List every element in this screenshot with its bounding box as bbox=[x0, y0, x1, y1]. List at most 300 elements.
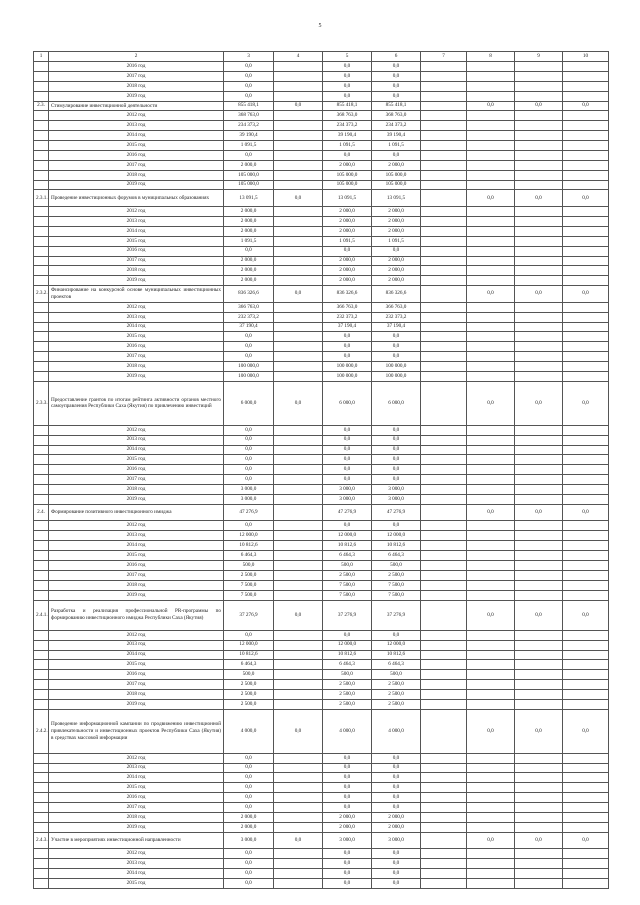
regional-cell: 0,0 bbox=[323, 150, 372, 160]
code-cell bbox=[34, 352, 49, 362]
regional-cell: 6 464,3 bbox=[323, 551, 372, 561]
col9-cell bbox=[515, 111, 563, 121]
federal-cell bbox=[274, 425, 323, 435]
code-cell bbox=[34, 150, 49, 160]
col9-cell bbox=[515, 246, 563, 256]
year-row bbox=[34, 849, 609, 859]
regional-cell: 368 763,0 bbox=[323, 111, 372, 121]
total-cell: 0,0 bbox=[224, 435, 274, 445]
extrabudget-cell bbox=[467, 753, 515, 763]
year-cell: 2018 год bbox=[49, 170, 224, 180]
regional-ministry-cell: 0,0 bbox=[372, 425, 421, 435]
budget-table bbox=[33, 51, 609, 889]
code-cell bbox=[34, 783, 49, 793]
regional-ministry-cell: 2 000,0 bbox=[372, 276, 421, 286]
header-cell-1: 1 bbox=[34, 52, 49, 62]
total-cell: 0,0 bbox=[224, 849, 274, 859]
federal-cell bbox=[274, 276, 323, 286]
year-row bbox=[34, 91, 609, 101]
item-extrabudget: 0,0 bbox=[467, 101, 515, 111]
year-cell: 2018 год bbox=[49, 580, 224, 590]
item-regional-ministry: 6 000,0 bbox=[372, 381, 421, 425]
local-cell bbox=[421, 690, 467, 700]
item-federal: 0,0 bbox=[274, 709, 323, 753]
col10-cell bbox=[563, 362, 609, 372]
year-row bbox=[34, 869, 609, 879]
year-row bbox=[34, 640, 609, 650]
total-cell: 7 500,0 bbox=[224, 580, 274, 590]
extrabudget-cell bbox=[467, 71, 515, 81]
item-row bbox=[34, 381, 609, 425]
year-row bbox=[34, 150, 609, 160]
col9-cell bbox=[515, 160, 563, 170]
regional-cell: 232 373,2 bbox=[323, 312, 372, 322]
regional-ministry-cell: 2 000,0 bbox=[372, 160, 421, 170]
year-cell: 2019 год bbox=[49, 699, 224, 709]
year-cell: 2015 год bbox=[49, 236, 224, 246]
regional-ministry-cell: 0,0 bbox=[372, 763, 421, 773]
col9-cell bbox=[515, 445, 563, 455]
federal-cell bbox=[274, 71, 323, 81]
col9-cell bbox=[515, 699, 563, 709]
local-cell bbox=[421, 753, 467, 763]
year-cell: 2019 год bbox=[49, 91, 224, 101]
code-cell bbox=[34, 531, 49, 541]
local-cell bbox=[421, 425, 467, 435]
item-total: 37 276,9 bbox=[224, 600, 274, 630]
item-federal: 0,0 bbox=[274, 600, 323, 630]
local-cell bbox=[421, 445, 467, 455]
year-row bbox=[34, 81, 609, 91]
col10-cell bbox=[563, 312, 609, 322]
col9-cell bbox=[515, 322, 563, 332]
extrabudget-cell bbox=[467, 150, 515, 160]
regional-cell: 105 000,0 bbox=[323, 170, 372, 180]
local-cell bbox=[421, 131, 467, 141]
code-cell bbox=[34, 62, 49, 72]
local-cell bbox=[421, 465, 467, 475]
item-col9: 0,0 bbox=[515, 190, 563, 207]
code-cell bbox=[34, 246, 49, 256]
code-cell bbox=[34, 699, 49, 709]
local-cell bbox=[421, 332, 467, 342]
year-row bbox=[34, 485, 609, 495]
total-cell: 100 000,0 bbox=[224, 362, 274, 372]
regional-cell: 234 373,2 bbox=[323, 121, 372, 131]
year-cell: 2016 год bbox=[49, 561, 224, 571]
year-row bbox=[34, 531, 609, 541]
local-cell bbox=[421, 170, 467, 180]
extrabudget-cell bbox=[467, 62, 515, 72]
col9-cell bbox=[515, 531, 563, 541]
code-cell bbox=[34, 266, 49, 276]
regional-cell: 12 000,0 bbox=[323, 640, 372, 650]
year-cell: 2017 год bbox=[49, 71, 224, 81]
extrabudget-cell bbox=[467, 822, 515, 832]
regional-ministry-cell: 366 763,0 bbox=[372, 302, 421, 312]
col9-cell bbox=[515, 302, 563, 312]
header-cell-9: 9 bbox=[515, 52, 563, 62]
col10-cell bbox=[563, 680, 609, 690]
col9-cell bbox=[515, 879, 563, 889]
year-row bbox=[34, 170, 609, 180]
year-cell: 2014 год bbox=[49, 773, 224, 783]
item-extrabudget: 0,0 bbox=[467, 600, 515, 630]
year-row bbox=[34, 630, 609, 640]
year-row bbox=[34, 62, 609, 72]
year-cell: 2017 год bbox=[49, 352, 224, 362]
year-cell: 2013 год bbox=[49, 640, 224, 650]
code-cell bbox=[34, 342, 49, 352]
regional-ministry-cell: 0,0 bbox=[372, 342, 421, 352]
year-row bbox=[34, 160, 609, 170]
code-cell bbox=[34, 640, 49, 650]
code-cell bbox=[34, 445, 49, 455]
col10-cell bbox=[563, 352, 609, 362]
col9-cell bbox=[515, 141, 563, 151]
col9-cell bbox=[515, 773, 563, 783]
regional-ministry-cell: 500,0 bbox=[372, 561, 421, 571]
total-cell: 37 190,4 bbox=[224, 322, 274, 332]
code-cell bbox=[34, 690, 49, 700]
item-row bbox=[34, 709, 609, 753]
total-cell: 12 000,0 bbox=[224, 531, 274, 541]
regional-ministry-cell: 3 000,0 bbox=[372, 485, 421, 495]
federal-cell bbox=[274, 650, 323, 660]
regional-cell: 2 000,0 bbox=[323, 207, 372, 217]
code-cell bbox=[34, 753, 49, 763]
col10-cell bbox=[563, 131, 609, 141]
col10-cell bbox=[563, 71, 609, 81]
regional-ministry-cell: 12 000,0 bbox=[372, 640, 421, 650]
extrabudget-cell bbox=[467, 531, 515, 541]
extrabudget-cell bbox=[467, 435, 515, 445]
total-cell: 6 464,3 bbox=[224, 660, 274, 670]
extrabudget-cell bbox=[467, 793, 515, 803]
col10-cell bbox=[563, 660, 609, 670]
item-local bbox=[421, 101, 467, 111]
local-cell bbox=[421, 246, 467, 256]
col9-cell bbox=[515, 352, 563, 362]
extrabudget-cell bbox=[467, 590, 515, 600]
federal-cell bbox=[274, 256, 323, 266]
local-cell bbox=[421, 121, 467, 131]
code-cell bbox=[34, 551, 49, 561]
regional-cell: 2 000,0 bbox=[323, 226, 372, 236]
federal-cell bbox=[274, 62, 323, 72]
local-cell bbox=[421, 551, 467, 561]
federal-cell bbox=[274, 813, 323, 823]
total-cell: 0,0 bbox=[224, 352, 274, 362]
col10-cell bbox=[563, 226, 609, 236]
total-cell: 2 000,0 bbox=[224, 813, 274, 823]
year-cell: 2017 год bbox=[49, 803, 224, 813]
regional-ministry-cell: 0,0 bbox=[372, 773, 421, 783]
local-cell bbox=[421, 256, 467, 266]
year-cell: 2017 год bbox=[49, 475, 224, 485]
local-cell bbox=[421, 494, 467, 504]
local-cell bbox=[421, 590, 467, 600]
col9-cell bbox=[515, 753, 563, 763]
total-cell: 7 500,0 bbox=[224, 590, 274, 600]
year-cell: 2018 год bbox=[49, 266, 224, 276]
regional-ministry-cell: 2 500,0 bbox=[372, 690, 421, 700]
year-cell: 2016 год bbox=[49, 793, 224, 803]
regional-cell: 0,0 bbox=[323, 753, 372, 763]
regional-ministry-cell: 0,0 bbox=[372, 150, 421, 160]
regional-ministry-cell: 105 000,0 bbox=[372, 170, 421, 180]
extrabudget-cell bbox=[467, 465, 515, 475]
local-cell bbox=[421, 372, 467, 382]
regional-ministry-cell: 2 000,0 bbox=[372, 216, 421, 226]
year-cell: 2013 год bbox=[49, 216, 224, 226]
extrabudget-cell bbox=[467, 332, 515, 342]
col10-cell bbox=[563, 322, 609, 332]
federal-cell bbox=[274, 312, 323, 322]
year-cell: 2019 год bbox=[49, 822, 224, 832]
extrabudget-cell bbox=[467, 813, 515, 823]
item-row bbox=[34, 286, 609, 303]
year-row bbox=[34, 207, 609, 217]
extrabudget-cell bbox=[467, 180, 515, 190]
extrabudget-cell bbox=[467, 276, 515, 286]
col10-cell bbox=[563, 216, 609, 226]
federal-cell bbox=[274, 216, 323, 226]
item-col10: 0,0 bbox=[563, 709, 609, 753]
extrabudget-cell bbox=[467, 236, 515, 246]
col10-cell bbox=[563, 266, 609, 276]
local-cell bbox=[421, 580, 467, 590]
item-local bbox=[421, 709, 467, 753]
col10-cell bbox=[563, 803, 609, 813]
year-row bbox=[34, 879, 609, 889]
year-row bbox=[34, 180, 609, 190]
federal-cell bbox=[274, 580, 323, 590]
local-cell bbox=[421, 822, 467, 832]
regional-cell: 0,0 bbox=[323, 246, 372, 256]
item-regional: 13 091,5 bbox=[323, 190, 372, 207]
federal-cell bbox=[274, 180, 323, 190]
total-cell: 6 464,3 bbox=[224, 551, 274, 561]
local-cell bbox=[421, 541, 467, 551]
total-cell: 2 000,0 bbox=[224, 266, 274, 276]
col9-cell bbox=[515, 131, 563, 141]
header-cell-8: 8 bbox=[467, 52, 515, 62]
year-cell: 2016 год bbox=[49, 342, 224, 352]
year-row bbox=[34, 670, 609, 680]
federal-cell bbox=[274, 849, 323, 859]
col10-cell bbox=[563, 640, 609, 650]
federal-cell bbox=[274, 236, 323, 246]
item-total: 3 000,0 bbox=[224, 832, 274, 849]
extrabudget-cell bbox=[467, 640, 515, 650]
local-cell bbox=[421, 640, 467, 650]
total-cell: 0,0 bbox=[224, 332, 274, 342]
regional-ministry-cell: 0,0 bbox=[372, 475, 421, 485]
regional-ministry-cell: 100 000,0 bbox=[372, 372, 421, 382]
extrabudget-cell bbox=[467, 580, 515, 590]
year-cell: 2012 год bbox=[49, 753, 224, 763]
col10-cell bbox=[563, 160, 609, 170]
item-federal: 0,0 bbox=[274, 190, 323, 207]
year-row bbox=[34, 783, 609, 793]
regional-ministry-cell: 6 464,3 bbox=[372, 551, 421, 561]
col9-cell bbox=[515, 91, 563, 101]
regional-cell: 39 190,4 bbox=[323, 131, 372, 141]
col10-cell bbox=[563, 302, 609, 312]
local-cell bbox=[421, 859, 467, 869]
item-total: 4 000,0 bbox=[224, 709, 274, 753]
year-cell: 2018 год bbox=[49, 690, 224, 700]
regional-ministry-cell: 0,0 bbox=[372, 352, 421, 362]
federal-cell bbox=[274, 561, 323, 571]
item-regional-ministry: 37 276,9 bbox=[372, 600, 421, 630]
regional-ministry-cell: 234 373,2 bbox=[372, 121, 421, 131]
year-cell: 2013 год bbox=[49, 531, 224, 541]
year-cell: 2019 год bbox=[49, 372, 224, 382]
year-row bbox=[34, 590, 609, 600]
federal-cell bbox=[274, 531, 323, 541]
code-cell bbox=[34, 455, 49, 465]
federal-cell bbox=[274, 302, 323, 312]
regional-cell: 0,0 bbox=[323, 91, 372, 101]
regional-cell: 0,0 bbox=[323, 849, 372, 859]
regional-ministry-cell: 0,0 bbox=[372, 91, 421, 101]
local-cell bbox=[421, 352, 467, 362]
local-cell bbox=[421, 180, 467, 190]
year-cell: 2018 год bbox=[49, 813, 224, 823]
regional-cell: 3 000,0 bbox=[323, 485, 372, 495]
total-cell: 2 000,0 bbox=[224, 216, 274, 226]
extrabudget-cell bbox=[467, 783, 515, 793]
col10-cell bbox=[563, 62, 609, 72]
total-cell: 0,0 bbox=[224, 81, 274, 91]
item-regional: 6 000,0 bbox=[323, 381, 372, 425]
local-cell bbox=[421, 455, 467, 465]
local-cell bbox=[421, 879, 467, 889]
code-cell bbox=[34, 362, 49, 372]
extrabudget-cell bbox=[467, 246, 515, 256]
col10-cell bbox=[563, 879, 609, 889]
col10-cell bbox=[563, 541, 609, 551]
regional-ministry-cell: 232 373,2 bbox=[372, 312, 421, 322]
regional-ministry-cell: 0,0 bbox=[372, 869, 421, 879]
item-local bbox=[421, 286, 467, 303]
col9-cell bbox=[515, 465, 563, 475]
col10-cell bbox=[563, 773, 609, 783]
total-cell: 2 500,0 bbox=[224, 680, 274, 690]
regional-cell: 0,0 bbox=[323, 859, 372, 869]
col10-cell bbox=[563, 822, 609, 832]
federal-cell bbox=[274, 131, 323, 141]
item-row bbox=[34, 504, 609, 521]
item-local bbox=[421, 832, 467, 849]
federal-cell bbox=[274, 570, 323, 580]
code-cell bbox=[34, 494, 49, 504]
item-name: Стимулирование инвестиционной деятельности bbox=[49, 101, 224, 111]
code-cell bbox=[34, 570, 49, 580]
col9-cell bbox=[515, 455, 563, 465]
year-cell: 2012 год bbox=[49, 302, 224, 312]
year-cell: 2015 год bbox=[49, 879, 224, 889]
local-cell bbox=[421, 630, 467, 640]
regional-ministry-cell: 2 000,0 bbox=[372, 256, 421, 266]
extrabudget-cell bbox=[467, 630, 515, 640]
col10-cell bbox=[563, 372, 609, 382]
col9-cell bbox=[515, 690, 563, 700]
year-row bbox=[34, 793, 609, 803]
col9-cell bbox=[515, 180, 563, 190]
col10-cell bbox=[563, 455, 609, 465]
item-regional: 4 000,0 bbox=[323, 709, 372, 753]
year-row bbox=[34, 246, 609, 256]
regional-ministry-cell: 1 091,5 bbox=[372, 141, 421, 151]
total-cell: 3 000,0 bbox=[224, 485, 274, 495]
col9-cell bbox=[515, 670, 563, 680]
item-name: Проведение инвестиционных форумов в муниципальных образованиях bbox=[49, 190, 224, 207]
total-cell: 100 000,0 bbox=[224, 372, 274, 382]
regional-ministry-cell: 0,0 bbox=[372, 849, 421, 859]
year-cell: 2013 год bbox=[49, 121, 224, 131]
col9-cell bbox=[515, 372, 563, 382]
total-cell: 3 000,0 bbox=[224, 494, 274, 504]
code-cell bbox=[34, 680, 49, 690]
extrabudget-cell bbox=[467, 216, 515, 226]
col9-cell bbox=[515, 869, 563, 879]
regional-cell: 0,0 bbox=[323, 763, 372, 773]
code-cell bbox=[34, 226, 49, 236]
year-cell: 2012 год bbox=[49, 425, 224, 435]
col10-cell bbox=[563, 763, 609, 773]
local-cell bbox=[421, 561, 467, 571]
col9-cell bbox=[515, 640, 563, 650]
year-cell: 2015 год bbox=[49, 455, 224, 465]
regional-cell: 0,0 bbox=[323, 435, 372, 445]
year-cell: 2013 год bbox=[49, 859, 224, 869]
total-cell: 0,0 bbox=[224, 246, 274, 256]
year-cell: 2015 год bbox=[49, 551, 224, 561]
regional-ministry-cell: 37 190,4 bbox=[372, 322, 421, 332]
item-col10: 0,0 bbox=[563, 101, 609, 111]
extrabudget-cell bbox=[467, 551, 515, 561]
regional-ministry-cell: 2 000,0 bbox=[372, 226, 421, 236]
total-cell: 2 500,0 bbox=[224, 690, 274, 700]
item-name: Проведение информационной кампании по продвижению инвестиционной привлекательности и инвестиционных проектов Республики Саха (Якутия) в средствах массовой информации bbox=[49, 709, 224, 753]
col10-cell bbox=[563, 630, 609, 640]
regional-cell: 2 500,0 bbox=[323, 690, 372, 700]
header-cell-5: 5 bbox=[323, 52, 372, 62]
regional-cell: 0,0 bbox=[323, 71, 372, 81]
regional-cell: 0,0 bbox=[323, 81, 372, 91]
year-row bbox=[34, 256, 609, 266]
extrabudget-cell bbox=[467, 160, 515, 170]
code-cell bbox=[34, 561, 49, 571]
local-cell bbox=[421, 226, 467, 236]
header-cell-2: 2 bbox=[49, 52, 224, 62]
regional-cell: 0,0 bbox=[323, 425, 372, 435]
col9-cell bbox=[515, 822, 563, 832]
federal-cell bbox=[274, 690, 323, 700]
year-row bbox=[34, 352, 609, 362]
year-cell: 2016 год bbox=[49, 670, 224, 680]
item-col9: 0,0 bbox=[515, 600, 563, 630]
local-cell bbox=[421, 670, 467, 680]
year-cell: 2019 год bbox=[49, 180, 224, 190]
code-cell bbox=[34, 121, 49, 131]
item-name: Финансирование на конкурсной основе муниципальных инвестиционных проектов bbox=[49, 286, 224, 303]
regional-cell: 0,0 bbox=[323, 630, 372, 640]
regional-cell: 0,0 bbox=[323, 773, 372, 783]
